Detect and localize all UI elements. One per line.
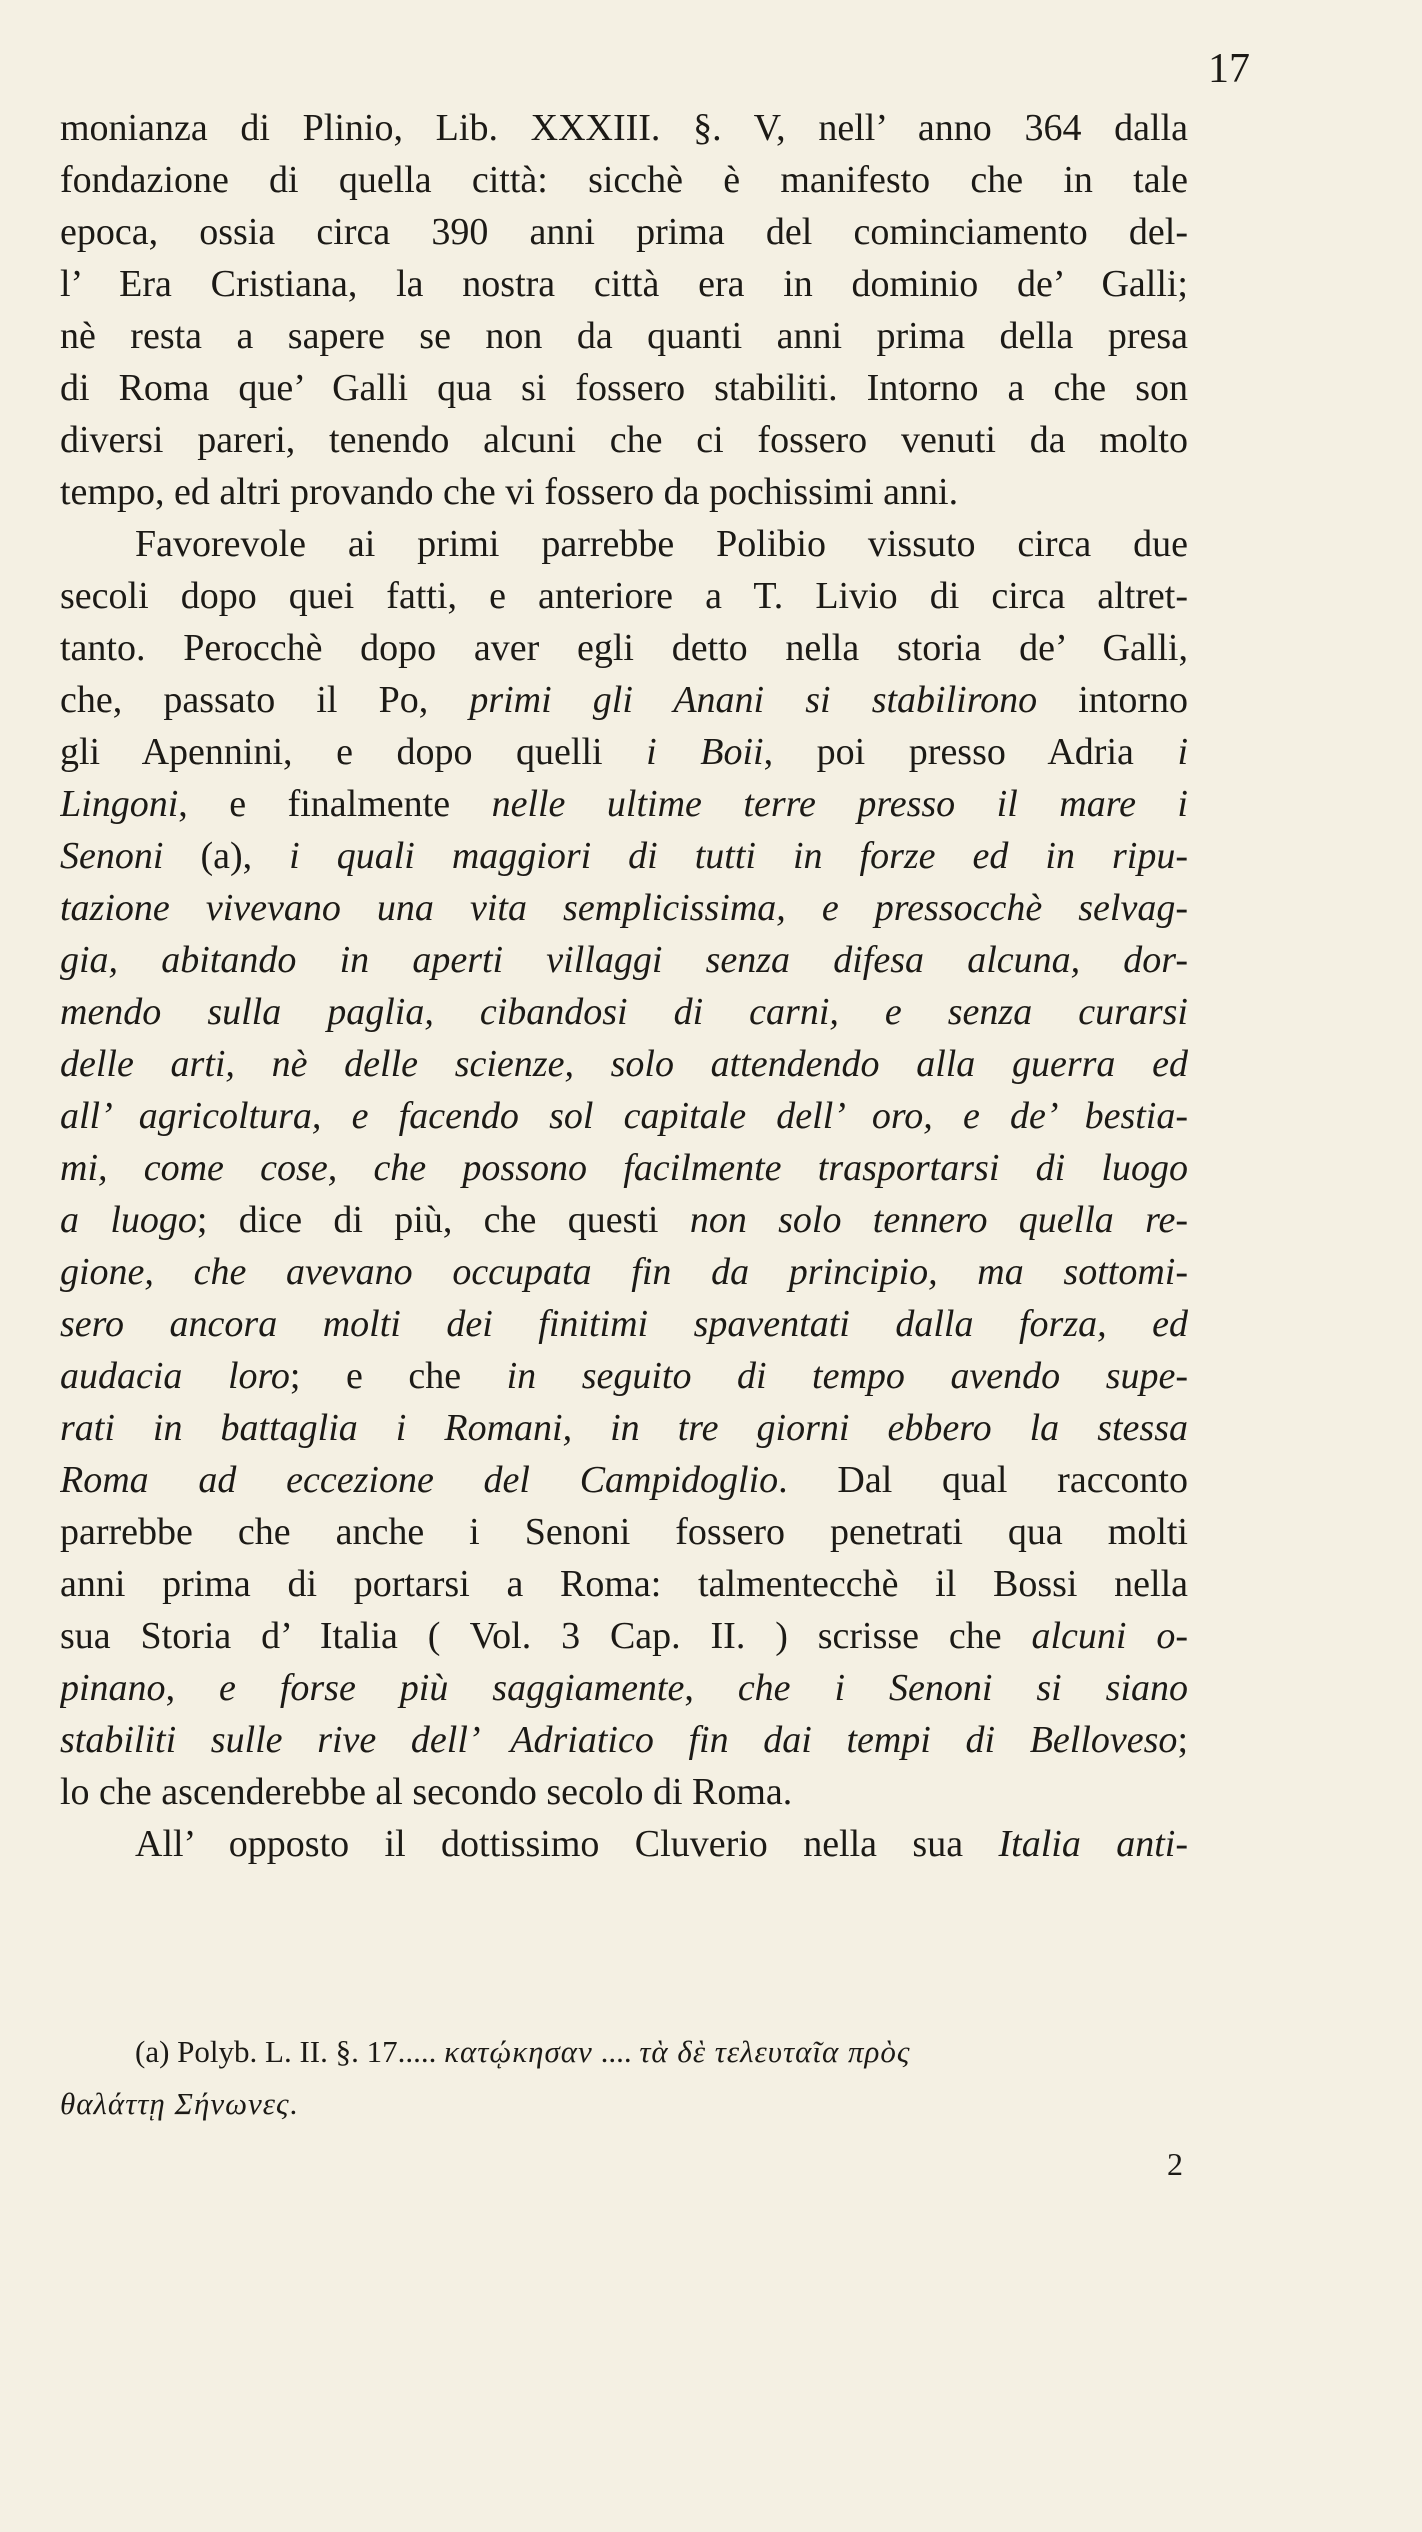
roman-text: lo che ascenderebbe al secondo secolo di Roma. (60, 1771, 793, 1813)
roman-text: ; (1177, 1719, 1188, 1761)
roman-text: , (165, 1667, 220, 1709)
roman-text: sua Storia d’ Italia ( Vol. 3 Cap. II. ) scrisse che (60, 1615, 1032, 1657)
text-line (60, 778, 1188, 830)
text-line (60, 1766, 1188, 1818)
text-line (60, 1558, 1188, 1610)
text-line (60, 570, 1188, 622)
italic-text: i quali maggiori di tutti in forze ed in ripu- (289, 835, 1188, 877)
greek-text: κατῴκησαν (444, 2034, 593, 2069)
roman-text: . Dal qual racconto (778, 1459, 1188, 1501)
italic-text: all’ agricoltura, e facendo sol capitale dell’ oro, e de’ bestia- (60, 1095, 1188, 1137)
roman-text: secoli dopo quei fatti, e anteriore a T. Livio di circa altret- (60, 575, 1188, 617)
roman-text: l’ Era Cristiana, la nostra città era in dominio de’ Galli; (60, 263, 1188, 305)
roman-text: monianza di Plinio, Lib. XXXIII. §. V, nell’ anno 364 dalla (60, 107, 1188, 149)
italic-text: Italia anti- (998, 1823, 1188, 1865)
italic-text: alcuni o- (1031, 1615, 1188, 1657)
text-line (60, 154, 1188, 206)
italic-text: non solo tennero quella re- (689, 1199, 1188, 1241)
page-number: 17 (1208, 46, 1250, 92)
text-line (60, 986, 1188, 1038)
italic-text: Senoni (60, 835, 164, 877)
footnote (60, 2026, 1188, 2130)
greek-text: θαλάττῃ Σήνωνες (60, 2086, 290, 2121)
footnote-line (60, 2078, 1188, 2130)
italic-text: nelle ultime terre presso il mare i (491, 783, 1188, 825)
text-line (60, 518, 1188, 570)
roman-text: , poi presso Adria (763, 731, 1178, 773)
text-line (60, 1610, 1188, 1662)
text-line (60, 1350, 1188, 1402)
text-line (60, 1714, 1188, 1766)
italic-text: sero ancora molti dei finitimi spaventati dalla forza, ed (60, 1303, 1188, 1345)
signature-mark: 2 (1167, 2146, 1183, 2182)
text-line (60, 466, 1188, 518)
text-line (60, 674, 1188, 726)
roman-text: che, passato il Po, (60, 679, 470, 721)
roman-text: tanto. Perocchè dopo aver egli detto nella storia de’ Galli, (60, 627, 1188, 669)
italic-text: a luogo (60, 1199, 197, 1241)
roman-text: diversi pareri, tenendo alcuni che ci fossero venuti da molto (60, 419, 1188, 461)
text-line (60, 1506, 1188, 1558)
italic-text: e forse più saggiamente (219, 1667, 685, 1709)
roman-text: ; e che (289, 1355, 507, 1397)
text-line (60, 1298, 1188, 1350)
italic-text: che i Senoni si siano (737, 1667, 1188, 1709)
main-text (60, 102, 1188, 1870)
roman-text: All’ opposto il dottissimo Cluverio nella sua (135, 1823, 999, 1865)
text-line (60, 1662, 1188, 1714)
roman-text: (a), (163, 835, 290, 877)
roman-text: , (684, 1667, 738, 1709)
roman-text: nè resta a sapere se non da quanti anni prima della presa (60, 315, 1188, 357)
roman-text: intorno (1037, 679, 1188, 721)
text-line (60, 1454, 1188, 1506)
italic-text: Roma ad eccezione del Campidoglio (60, 1459, 779, 1501)
roman-text: parrebbe che anche i Senoni fossero penetrati qua molti (60, 1511, 1188, 1553)
text-line (60, 1038, 1188, 1090)
text-line (60, 362, 1188, 414)
text-line (60, 934, 1188, 986)
text-line (60, 414, 1188, 466)
text-line (60, 1402, 1188, 1454)
roman-text: anni prima di portarsi a Roma: talmentecchè il Bossi nella (60, 1563, 1188, 1605)
roman-text: ; dice di più, che questi (196, 1199, 690, 1241)
italic-text: mi, come cose, che possono facilmente trasportarsi di luogo (60, 1147, 1188, 1189)
italic-text: in seguito di tempo avendo supe- (506, 1355, 1188, 1397)
roman-text: tempo, ed altri provando che vi fossero da pochissimi anni. (60, 471, 959, 513)
footnote-ellipsis: .... (600, 2034, 632, 2069)
italic-text: pinano (60, 1667, 166, 1709)
italic-text: i Boii (646, 731, 764, 773)
roman-text: gli Apennini, e dopo quelli (60, 731, 647, 773)
text-line (60, 310, 1188, 362)
greek-text: τὰ δὲ τελευταῖα πρὸς (639, 2034, 911, 2069)
italic-text: audacia loro (60, 1355, 290, 1397)
footnote-period: . (289, 2086, 298, 2121)
text-line (60, 1246, 1188, 1298)
text-line (60, 1090, 1188, 1142)
text-line (60, 102, 1188, 154)
text-line (60, 206, 1188, 258)
italic-text: tazione vivevano una vita semplicissima, e pressocchè selvag- (60, 887, 1188, 929)
text-line (60, 258, 1188, 310)
text-line (60, 830, 1188, 882)
roman-text: fondazione di quella città: sicchè è manifesto che in tale (60, 159, 1188, 201)
italic-text: Lingoni (60, 783, 179, 825)
italic-text: gia, abitando in aperti villaggi senza difesa alcuna, dor- (60, 939, 1188, 981)
roman-text: , e finalmente (178, 783, 492, 825)
text-line (60, 1142, 1188, 1194)
italic-text: i (1177, 731, 1188, 773)
text-line (60, 882, 1188, 934)
italic-text: primi gli Anani si stabilirono (469, 679, 1038, 721)
text-line (60, 622, 1188, 674)
text-line (60, 1818, 1188, 1870)
roman-text: epoca, ossia circa 390 anni prima del cominciamento del- (60, 211, 1188, 253)
footnote-line (60, 2026, 1188, 2078)
text-line (60, 1194, 1188, 1246)
italic-text: mendo sulla paglia, cibandosi di carni, e senza curarsi (60, 991, 1188, 1033)
roman-text: di Roma que’ Galli qua si fossero stabiliti. Intorno a che son (60, 367, 1188, 409)
italic-text: rati in battaglia i Romani, in tre giorni ebbero la stessa (60, 1407, 1188, 1449)
text-line (60, 726, 1188, 778)
italic-text: gione, che avevano occupata fin da principio, ma sottomi- (60, 1251, 1188, 1293)
italic-text: delle arti, nè delle scienze, solo attendendo alla guerra ed (60, 1043, 1188, 1085)
italic-text: stabiliti sulle rive dell’ Adriatico fin dai tempi di Belloveso (60, 1719, 1178, 1761)
roman-text: Favorevole ai primi parrebbe Polibio vissuto circa due (135, 523, 1188, 565)
footnote-reference: (a) Polyb. L. II. §. 17..... (135, 2034, 437, 2069)
